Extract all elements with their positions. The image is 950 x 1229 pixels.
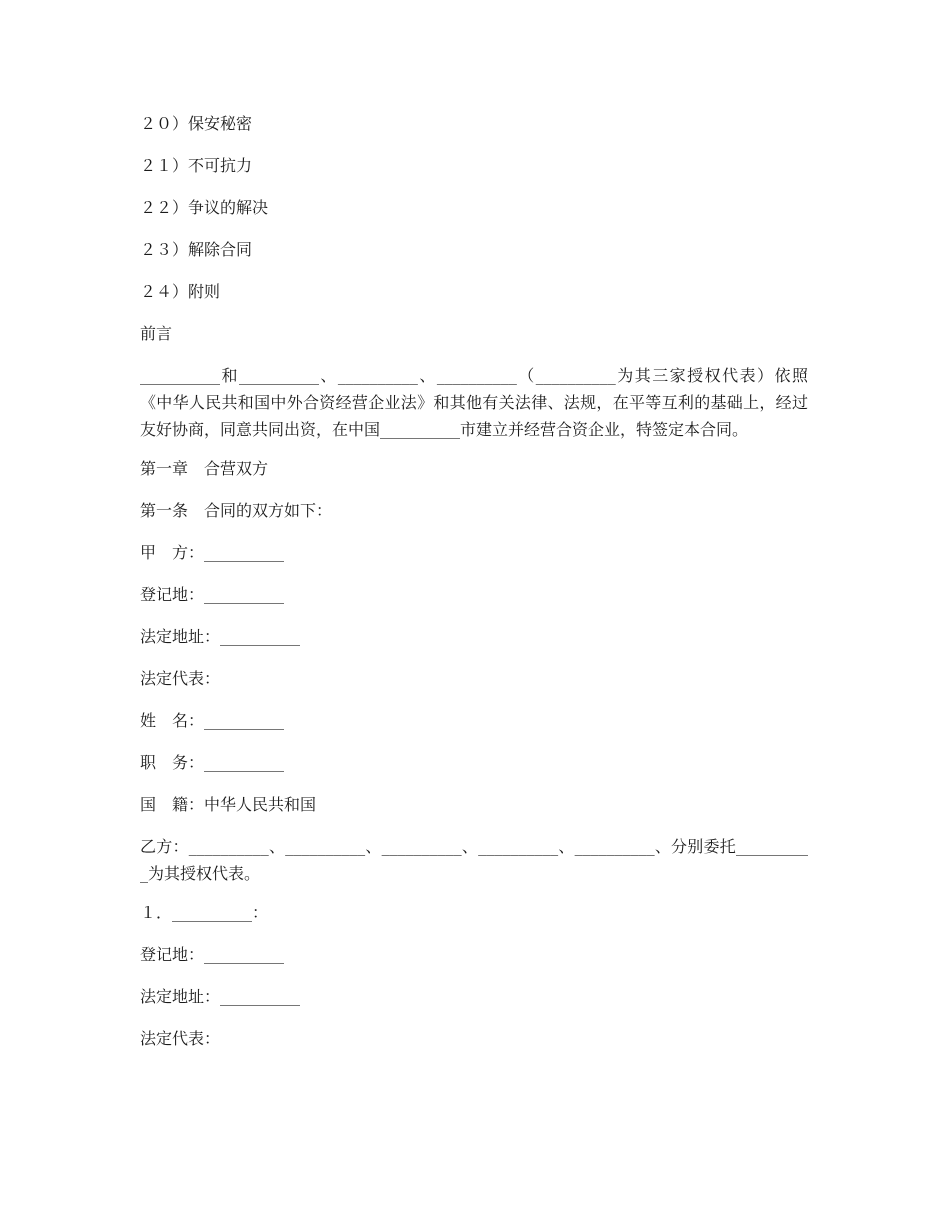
toc-item-23: ２３）解除合同 — [140, 240, 253, 259]
toc-item-22: ２２）争议的解决 — [140, 198, 269, 217]
toc-item-21: ２１）不可抗力 — [140, 156, 253, 175]
party-b-registration: 登记地：__________ — [140, 945, 285, 964]
party-b-address: 法定地址：__________ — [140, 987, 301, 1006]
chapter-1-heading: 第一章 合营双方 — [140, 459, 269, 478]
toc-item-24: ２４）附则 — [140, 282, 221, 301]
party-a-registration: 登记地：__________ — [140, 585, 285, 604]
preface-heading: 前言 — [140, 324, 173, 343]
party-a-legal-rep: 法定代表： — [140, 669, 221, 688]
party-a-nationality: 国 籍：中华人民共和国 — [140, 795, 317, 814]
preface-paragraph: __________和__________、__________、__________（__________为其三家授权代表）依照《中华人民共和国中外合资经营企业法》和其他有关法律、法规，在平等互利的基础上，经过友好协商，同意共同出资，在中国__________市建立并经营合资企业，特签定本合同。 — [140, 366, 808, 439]
party-a-address: 法定地址：__________ — [140, 627, 301, 646]
document-page — [140, 110, 808, 1067]
article-1-heading: 第一条 合同的双方如下： — [140, 501, 333, 520]
party-b-legal-rep: 法定代表： — [140, 1029, 221, 1048]
party-a-rep-title: 职 务：__________ — [140, 753, 285, 772]
party-b-intro: 乙方：__________、__________、__________、__________、__________、分别委托__________为其授权代表。 — [140, 837, 808, 883]
toc-item-20: ２０）保安秘密 — [140, 114, 253, 133]
party-b-item-1: １．__________： — [140, 903, 269, 922]
party-a-rep-name: 姓 名：__________ — [140, 711, 285, 730]
party-a-name: 甲 方：__________ — [140, 543, 285, 562]
